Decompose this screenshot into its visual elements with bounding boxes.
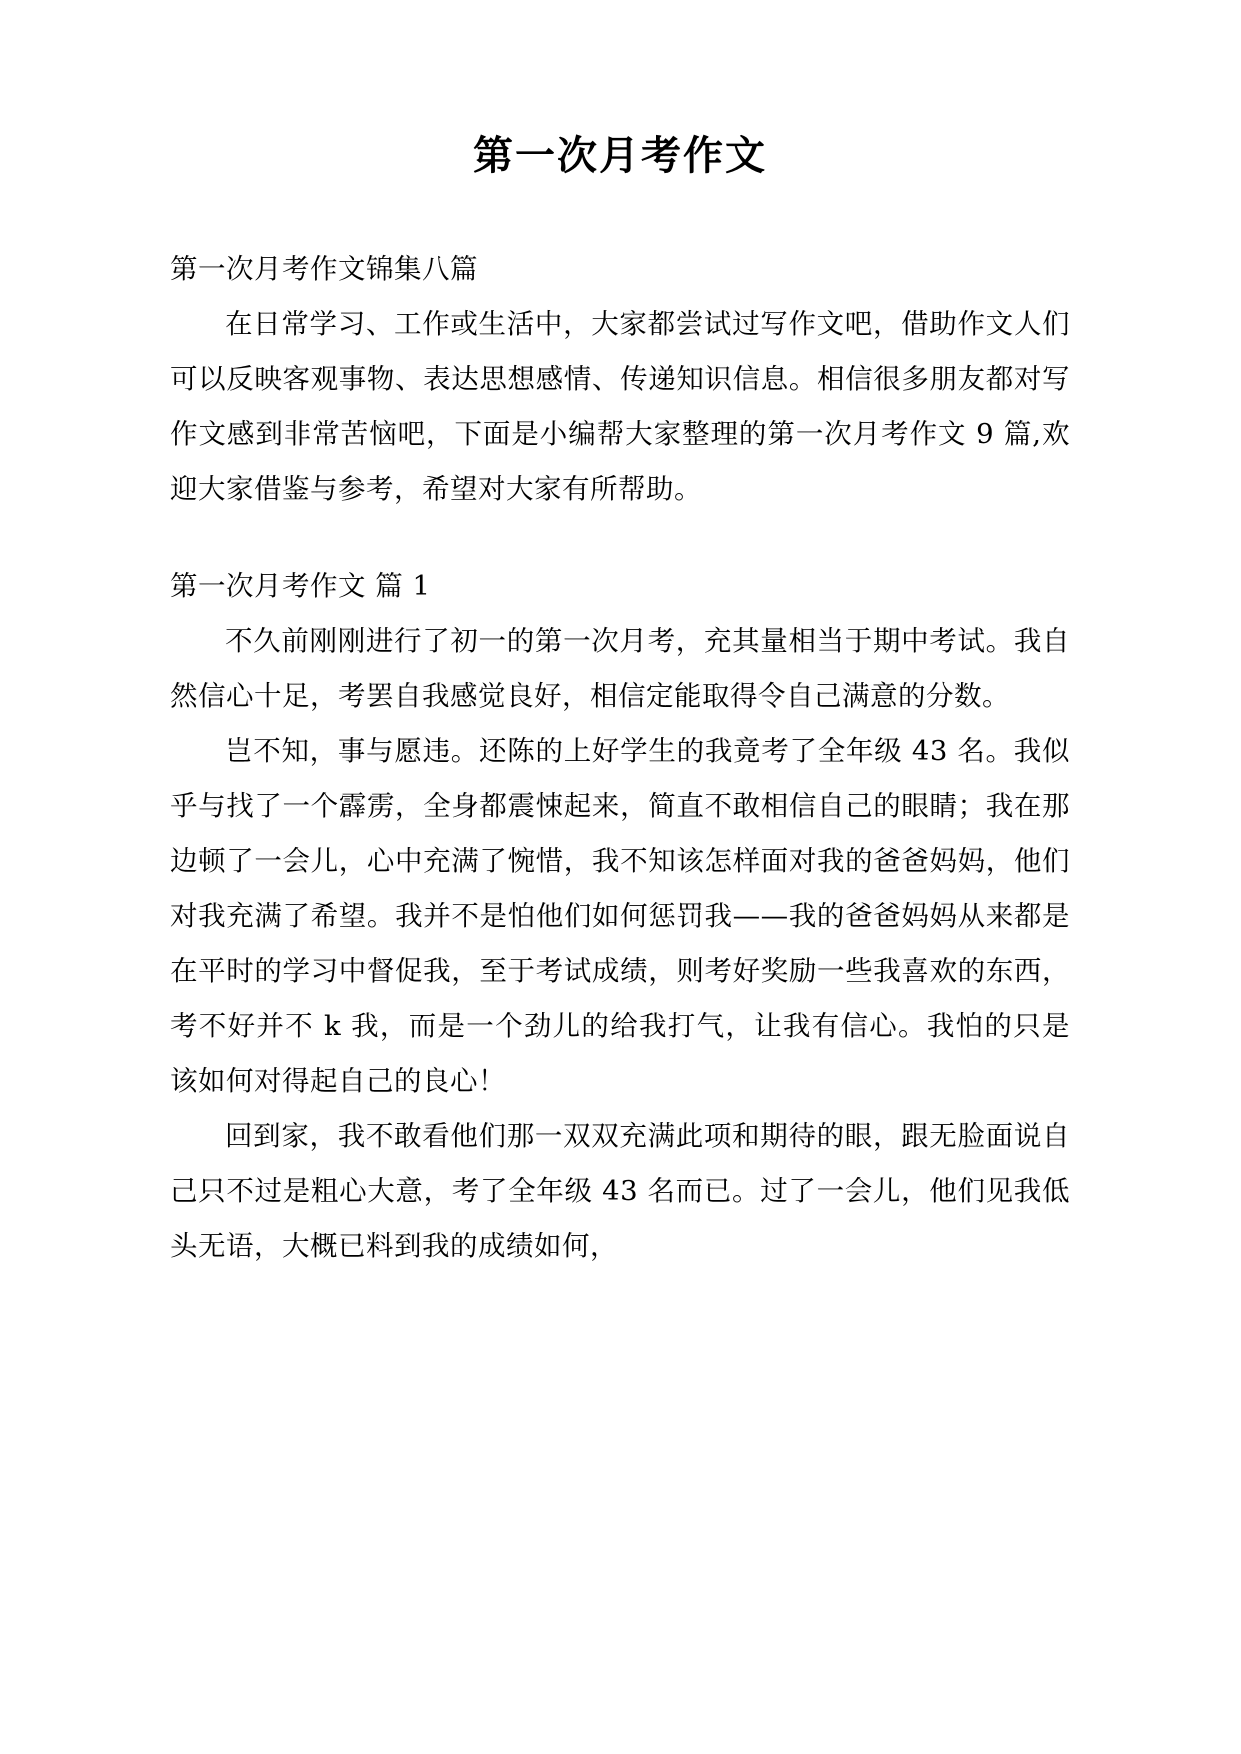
body-paragraph: 不久前刚刚进行了初一的第一次月考，充其量相当于期中考试。我自然信心十足，考罢自我感觉良好，相信定能取得令自己满意的分数。 (170, 625, 1070, 712)
intro-heading: 第一次月考作文锦集八篇 (170, 253, 478, 285)
document-content (170, 0, 1070, 1274)
page-title: 第一次月考作文 (473, 133, 767, 179)
intro-paragraph: 在日常学习、工作或生活中，大家都尝试过写作文吧，借助作文人们可以反映客观事物、表达思想感情、传递知识信息。相信很多朋友都对写作文感到非常苦恼吧，下面是小编帮大家整理的第一次月考作文 9 篇,欢迎大家借鉴与参考，希望对大家有所帮助。 (170, 308, 1070, 505)
section-heading: 第一次月考作文 篇 1 (170, 570, 431, 602)
spacer (170, 184, 1070, 242)
body-paragraph: 回到家，我不敢看他们那一双双充满此项和期待的眼，跟无脸面说自己只不过是粗心大意，考了全年级 43 名而已。过了一会儿，他们见我低头无语，大概已料到我的成绩如何， (170, 1120, 1070, 1262)
body-paragraph: 岂不知，事与愿违。还陈的上好学生的我竟考了全年级 43 名。我似乎与找了一个霹雳，全身都震悚起来，简直不敢相信自己的眼睛；我在那边顿了一会儿，心中充满了惋惜，我不知该怎样面对我的爸爸妈妈，他们对我充满了希望。我并不是怕他们如何惩罚我——我的爸爸妈妈从来都是在平时的学习中督促我，至于考试成绩，则考好奖励一些我喜欢的东西，考不好并不 k 我，而是一个劲儿的给我打气，让我有信心。我怕的只是该如何对得起自己的良心！ (170, 735, 1070, 1097)
spacer (170, 517, 1070, 559)
